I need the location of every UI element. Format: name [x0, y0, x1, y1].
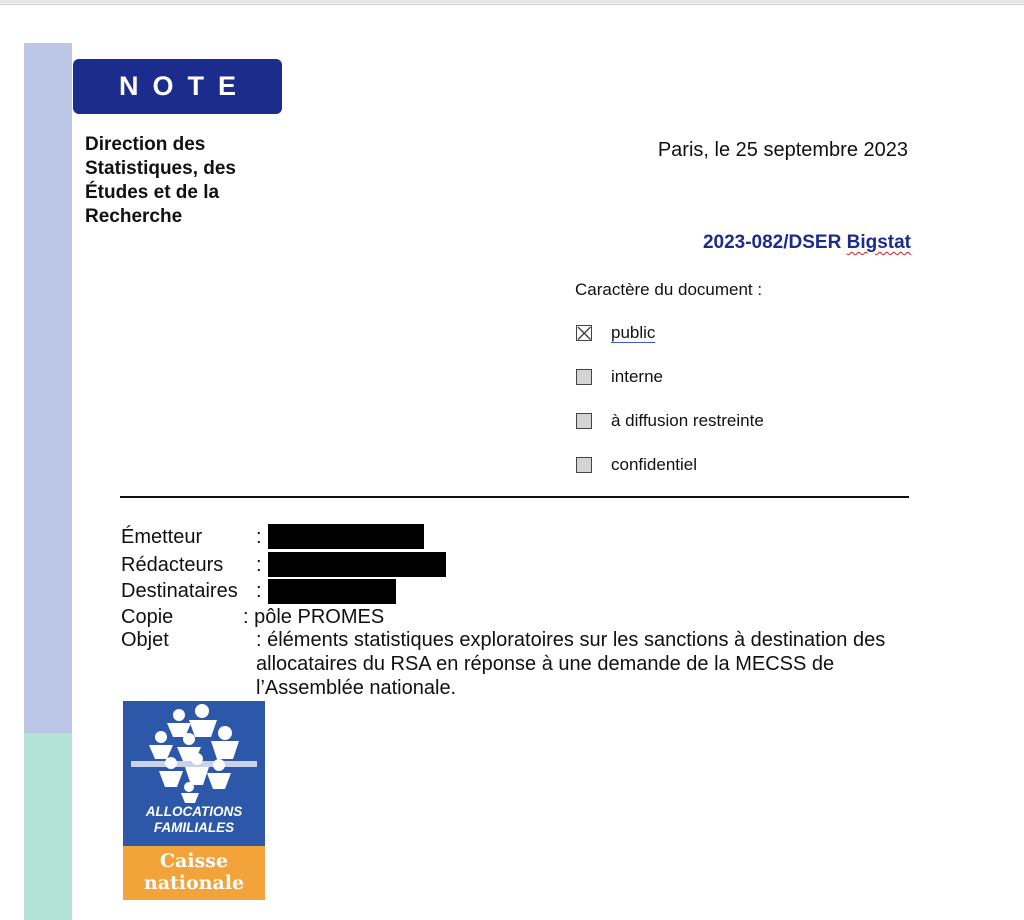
meta-label: Rédacteurs: [121, 554, 224, 576]
caf-logo-line: FAMILIALES: [153, 820, 235, 835]
family-figures-icon: [123, 701, 265, 805]
classification-option-public: [576, 323, 655, 343]
classification-option-restreinte: [576, 411, 764, 431]
checked-checkbox-icon[interactable]: [576, 325, 592, 341]
redacted-redacteurs: [268, 552, 446, 577]
caf-logo-line: ALLOCATIONS: [145, 804, 243, 819]
direction-line: Direction des: [85, 134, 206, 155]
side-band-green: [24, 733, 72, 920]
meta-colon: :: [256, 580, 262, 602]
meta-value: : pôle PROMES: [243, 606, 385, 628]
direction-line: Recherche: [85, 206, 183, 227]
meta-label: Copie: [121, 606, 174, 628]
direction-line: Études et de la: [85, 182, 220, 203]
classification-option-interne: [576, 367, 663, 387]
checkbox-icon[interactable]: [576, 369, 592, 385]
document-date: Paris, le 25 septembre 2023: [657, 139, 908, 161]
meta-label: Objet: [121, 629, 169, 651]
side-band-blue: [24, 43, 72, 733]
caf-logo-line: Caisse: [159, 850, 229, 872]
classification-option-label: interne: [611, 367, 663, 386]
checkbox-icon[interactable]: [576, 413, 592, 429]
meta-colon: :: [256, 554, 262, 576]
separator-rule: [120, 496, 909, 498]
caf-logo: [123, 701, 265, 900]
reference-flagged-word: Bigstat: [846, 232, 911, 253]
checkbox-icon[interactable]: [576, 457, 592, 473]
caf-logo-text: [123, 804, 265, 836]
redacted-emetteur: [268, 524, 424, 549]
direction-line: Statistiques, des: [85, 158, 236, 179]
objet-value: : éléments statistiques exploratoires sur les sanctions à destination des allocataires du RSA en réponse à une demande de la MECSS de l’Assemblée nationale.: [256, 629, 886, 699]
note-banner: [73, 59, 282, 114]
meta-label: Émetteur: [121, 526, 203, 548]
classification-option-confidentiel: [576, 455, 697, 475]
note-label: NOTE: [118, 71, 250, 101]
caf-logo-line: nationale: [143, 872, 245, 894]
direction-name: [85, 133, 285, 229]
meta-label: Destinataires: [121, 580, 238, 602]
meta-colon: :: [256, 526, 262, 548]
classification-option-label: à diffusion restreinte: [611, 411, 764, 430]
document-page: [0, 4, 1024, 920]
reference-number: 2023-082/DSER: [702, 232, 847, 253]
window-top-border: [0, 0, 1024, 3]
classification-option-label: confidentiel: [611, 455, 698, 474]
caf-logo-caption: [123, 850, 265, 894]
classification-title: Caractère du document :: [575, 280, 763, 299]
classification-option-label: public: [611, 323, 656, 342]
caf-logo-blue-panel: [123, 701, 265, 846]
document-reference: [703, 232, 911, 254]
redacted-destinataires: [268, 579, 396, 604]
